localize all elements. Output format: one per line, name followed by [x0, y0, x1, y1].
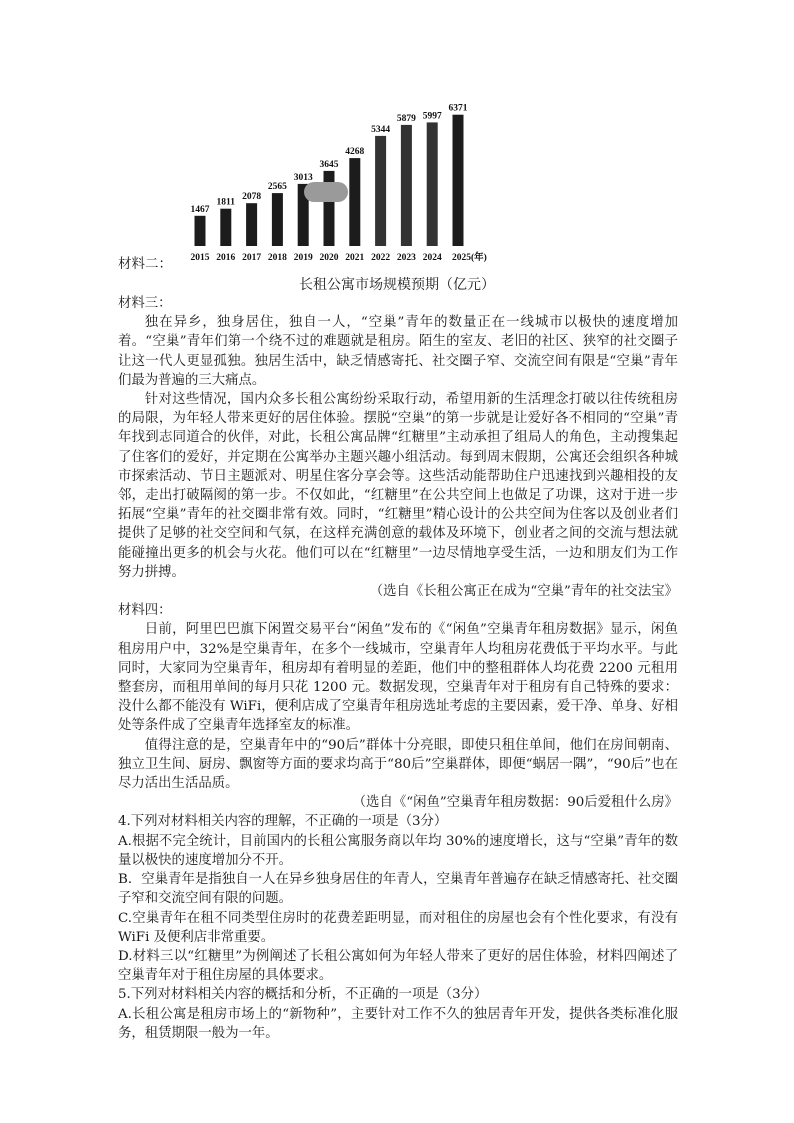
- value-label-2016: 1811: [216, 197, 236, 208]
- question4-option-a: A.根据不完全统计，目前国内的长租公寓服务商以年均 30%的速度增长，这与“空巢”青年的数量以极快的速度增加分不开。: [118, 833, 678, 868]
- value-label-2021: 4268: [345, 147, 365, 158]
- question4-option-c: C.空巢青年在租不同类型住房时的花费差距明显，而对租住的房屋也会有个性化要求，有没有 WiFi 及便利店非常重要。: [118, 910, 678, 945]
- material4-paragraph-2: 值得注意的是，空巢青年中的“90后”群体十分亮眼，即使只租住单间，他们在房间朝南、独立卫生间、厨房、飘窗等方面的要求均高于“80后”空巢群体，即便“蜗居一隅”，“90后”也在尽力活出生活品质。: [118, 737, 678, 792]
- bar-2015: [195, 216, 206, 246]
- material2-label: 材料二：: [118, 256, 172, 272]
- value-label-2023: 5879: [396, 113, 416, 124]
- material4-source: （选自《“闲鱼”空巢青年租房数据：90后爱租什么房》: [352, 795, 678, 811]
- x-tick-labels-layer: [191, 251, 487, 263]
- value-label-2022: 5344: [371, 124, 391, 135]
- bar-2023: [401, 125, 412, 246]
- bar-2025(年): [453, 115, 464, 246]
- x-tick-label-2024: 2024: [422, 253, 442, 263]
- chart-caption: 长租公寓市场规模预期（亿元）: [299, 277, 495, 293]
- x-tick-label-2018: 2018: [267, 253, 287, 263]
- value-label-2020: 3645: [319, 159, 339, 170]
- bar-2021: [349, 158, 360, 246]
- x-tick-label-2020: 2020: [319, 253, 339, 263]
- value-label-2018: 2565: [267, 182, 287, 193]
- value-label-2024: 5997: [422, 111, 442, 122]
- bar-2018: [272, 193, 283, 246]
- question4-stem: 4.下列对材料相关内容的理解，不正确的一项是（3分）: [118, 814, 448, 830]
- x-tick-label-2023: 2023: [396, 253, 416, 263]
- x-tick-label-2016: 2016: [216, 253, 236, 263]
- question4-option-d: D.材料三以“红糖里”为例阐述了长租公寓如何为年轻人带来了更好的居住体验，材料四阐述了空巢青年对于租住房屋的具体要求。: [118, 948, 678, 984]
- bars-layer: [195, 115, 464, 246]
- x-tick-label-2025(年): 2025(年): [452, 253, 487, 263]
- question5-option-a: A.长租公寓是租房市场上的“新物种”，主要针对工作不久的独居青年开发，提供各类标准化服务，租赁期限一般为一年。: [118, 1006, 678, 1041]
- value-label-2019: 3013: [293, 172, 313, 183]
- material3-paragraph-1: 独在异乡，独身居住，独自一人，“空巢”青年的数量正在一线城市以极快的速度增加着。“空巢”青年们第一个绕不过的难题就是租房。陌生的室友、老旧的社区、狭窄的社交圈子让这一代人更显孤独。独居生活中，缺乏情感寄托、社交圈子窄、交流空间有限是“空巢”青年们最为普遍的三大痛点。: [118, 315, 678, 388]
- x-tick-label-2015: 2015: [190, 253, 210, 263]
- material4-label: 材料四：: [118, 603, 172, 619]
- material3-paragraph-2: 针对这些情况，国内众多长租公寓纷纷采取行动，希望用新的生活理念打破以往传统租房的局限，为年轻人带来更好的居住体验。摆脱“空巢”的第一步就是让爱好各不相同的“空巢”青年找到志同道合的伙伴，对此，长租公寓品牌“红糖里”主动承担了组局人的角色，主动搜集起了住客们的爱好，并定期在公寓举办主题兴趣小组活动。每到周末假期，公寓还会组织各种城市探索活动、节日主题派对、明星住客分享会等。这些活动能帮助住户迅速找到兴趣相投的友邻，走出打破隔阂的第一步。不仅如此，“红糖里”在公共空间上也做足了功课，这对于进一步拓展“空巢”青年的社交圈非常有效。同时，“红糖里”精心设计的公共空间为住客以及创业者们提供了足够的社交空间和气氛，在这样充满创意的载体及环境下，创业者之间的交流与想法就能碰撞出更多的机会与火花。他们可以在“红糖里”一边尽情地享受生活，一边和朋友们为工作努力拼搏。: [118, 392, 678, 580]
- document-body: [118, 294, 678, 1043]
- question5-stem: 5.下列对材料相关内容的概括和分析，不正确的一项是（3分）: [118, 987, 488, 1003]
- x-tick-label-2019: 2019: [293, 253, 313, 263]
- question4-option-b: B．空巢青年是指独自一人在异乡独身居住的年青人，空巢青年普遍存在缺乏情感寄托、社交圈子窄和交流空间有限的问题。: [118, 872, 678, 907]
- material4-paragraph-1: 日前，阿里巴巴旗下闲置交易平台“闲鱼”发布的《“闲鱼”空巢青年租房数据》显示，闲鱼租房用户中，32%是空巢青年，在多个一线城市，空巢青年人均租房花费低于平均水平。与此同时，大家同为空巢青年，租房却有着明显的差距，他们中的整租群体人均花费 2200 元租用整套房，而租用单间的每月只花 1200 元。数据发现，空巢青年对于租房有自己特殊的要求：没什么都不能没有 WiFi，便利店成了空巢青年租房选址考虑的主要因素，爱干净、单身、好相处等条件成了空巢青年选择室友的标准。: [118, 622, 678, 734]
- bar-chart: [160, 98, 487, 268]
- bar-2016: [220, 209, 231, 246]
- bar-2022: [375, 136, 386, 246]
- material3-source: （选自《长租公寓正在成为“空巢”青年的社交法宝》: [369, 584, 678, 600]
- value-label-2025(年): 6371: [448, 103, 468, 114]
- value-label-2017: 2078: [242, 192, 262, 203]
- value-label-2015: 1467: [190, 204, 210, 215]
- material3-label: 材料三：: [118, 296, 172, 311]
- x-tick-label-2022: 2022: [371, 253, 391, 263]
- bar-2017: [246, 203, 257, 246]
- bar-2024: [427, 122, 438, 246]
- x-tick-label-2017: 2017: [242, 253, 262, 263]
- x-tick-label-2021: 2021: [345, 253, 365, 263]
- bar-chart-svg: [160, 98, 487, 268]
- smudge-mark: [304, 182, 348, 202]
